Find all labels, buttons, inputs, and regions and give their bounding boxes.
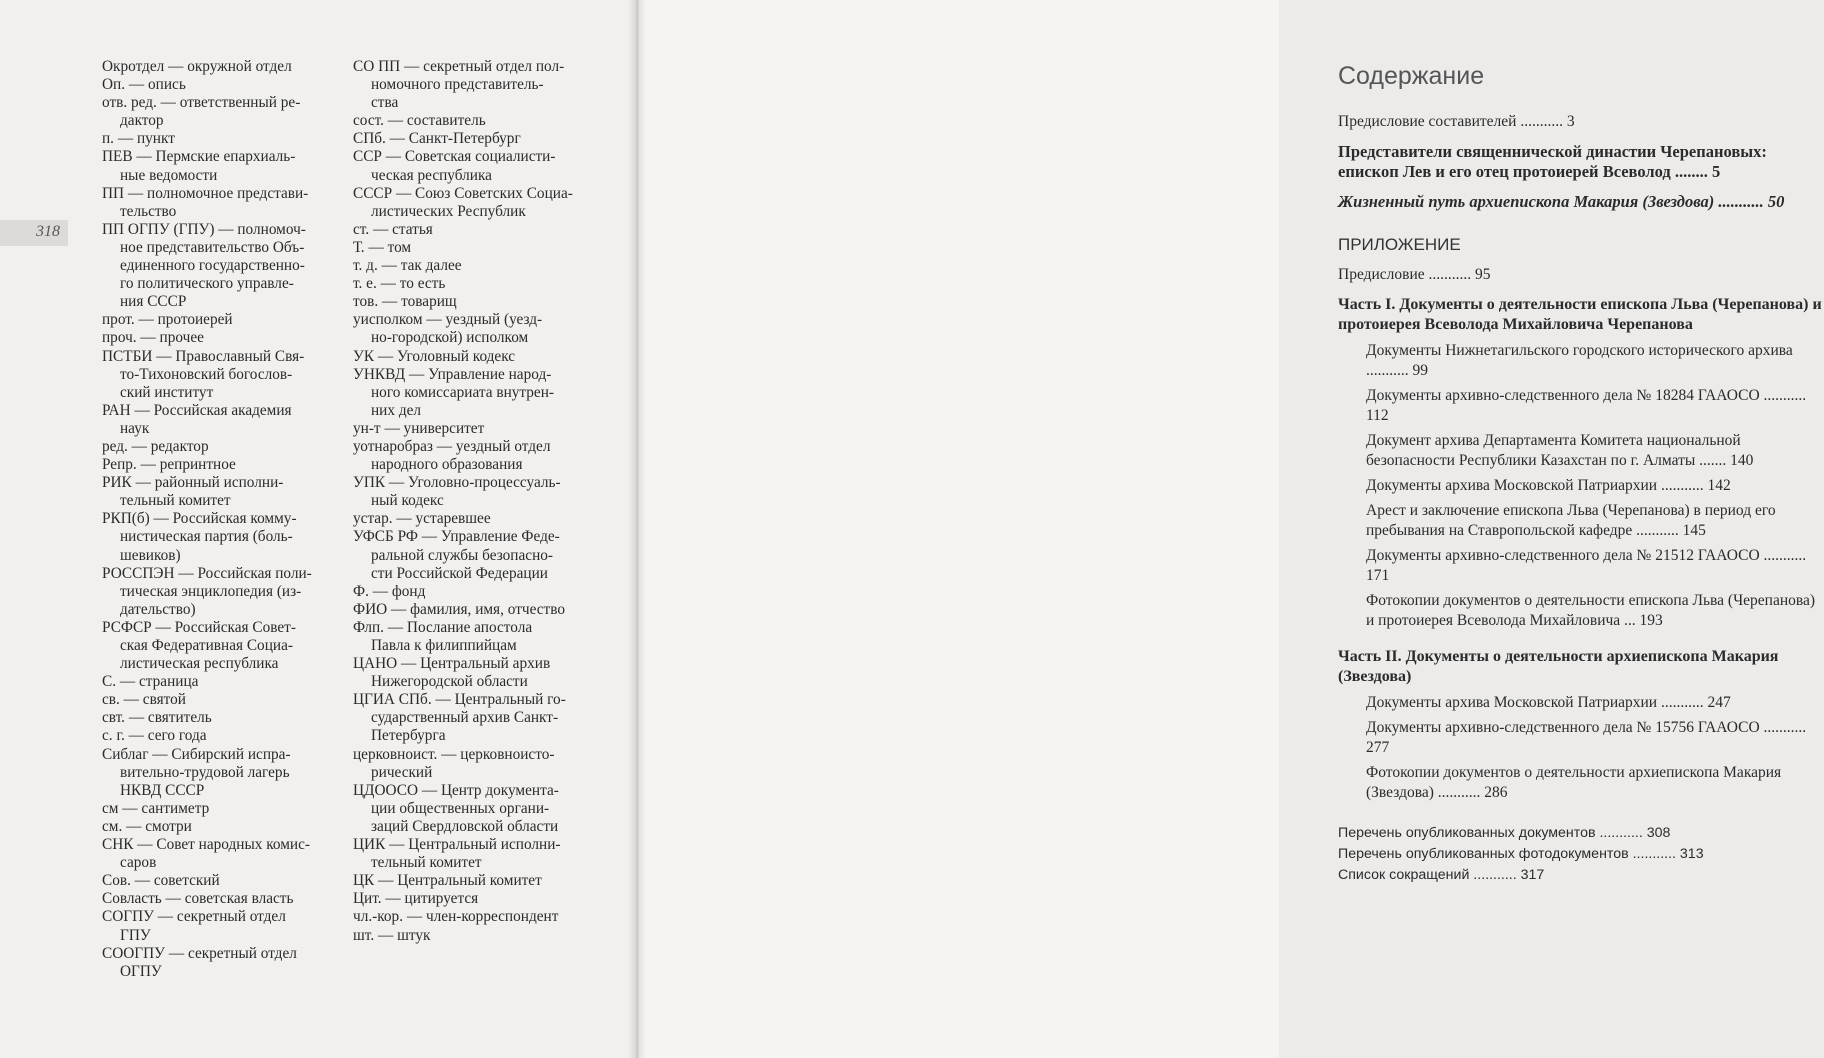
abbreviation-entry [353,112,587,130]
abbreviation-entry [102,148,338,184]
abbreviation-entry [353,782,587,836]
abbreviation-entry [102,945,338,981]
abbreviation-entry [102,185,338,221]
part-1-title: Часть I. Документы о деятельности епископа Льва (Черепанова) и протоиерея Всеволода Михайловича Черепанова [1338,296,1822,333]
abbreviation-entry [102,474,338,510]
abbreviation-continuation: ства [371,94,399,112]
abbreviation-entry [102,76,338,94]
table-of-contents [1338,58,1824,886]
abbreviation-entry [353,691,587,745]
toc-subentry: Арест и заключение епископа Льва (Черепанова) в период его пребывания на Ставропольской кафедре ........... 145 [1366,502,1776,539]
abbreviation-text: СПб. — Санкт-Петербург [353,130,521,148]
abbreviation-entry [102,130,338,148]
abbreviation-text: УПК — Уголовно-процессуаль- [353,474,561,492]
toc-list-entry: Список сокращений ........... 317 [1338,867,1545,883]
abbreviation-text: Т. — том [353,238,412,256]
abbreviation-entry [102,619,338,673]
abbreviation-text: Цит. — цитируется [353,890,479,908]
abbreviation-text: ПЕВ — Пермские епархиаль- [102,148,296,166]
toc-subentry: Документы архивно-следственного дела № 18284 ГААОСО ........... 112 [1366,387,1807,424]
abbreviation-continuation: Павла к филиппийцам [371,637,517,654]
abbreviation-continuation: Нижегородской области [371,673,528,691]
right-page [639,0,1822,1058]
abbreviation-text: ССР — Советская социалисти- [353,148,556,166]
abbreviation-continuation: номочного представитель- [371,76,544,94]
abbreviation-text: УНКВД — Управление народ- [353,365,552,383]
abbreviation-continuation: НКВД СССР [120,781,205,799]
abbreviation-text: см. — смотри [102,817,192,835]
abbreviation-text: свт. — святитель [102,709,212,727]
abbreviation-continuation: Петербурга [371,727,446,745]
document-lists [1338,823,1824,886]
abbreviation-continuation: ное представительство Объ- [120,238,305,256]
abbreviation-entry [353,275,587,293]
abbreviation-text: с. г. — сего года [102,727,207,745]
abbreviation-entry [353,348,587,366]
abbreviation-continuation: заций Свердловской области [371,817,559,835]
abbreviation-continuation: единенного государственно- [120,257,305,275]
abbreviation-continuation: наук [120,419,150,437]
abbreviation-entry [353,908,587,926]
abbreviation-text: церковноист. — церковноисто- [353,745,555,763]
abbreviation-entry [353,619,587,655]
abbreviation-text: РИК — районный исполни- [102,474,284,492]
abbreviation-text: см — сантиметр [102,799,210,817]
abbreviations-column-2 [353,58,587,945]
toc-subentry: Фотокопии документов о деятельности епископа Льва (Черепанова) и протоиерея Всеволода Михайловича ... 193 [1366,592,1816,629]
abbreviation-text: ст. — статья [353,220,433,238]
abbreviation-entry [353,311,587,347]
abbreviation-text: РСФСР — Российская Совет- [102,618,296,636]
abbreviation-text: РОССПЭН — Российская поли- [102,564,312,582]
abbreviation-text: СНК — Совет народных комис- [102,836,310,854]
abbreviation-continuation: дактор [120,112,164,130]
abbreviation-entry [353,746,587,782]
abbreviation-entry [353,510,587,528]
abbreviation-text: отв. ред. — ответственный ре- [102,94,301,112]
abbreviation-text: ПСТБИ — Православный Свя- [102,347,305,365]
abbreviation-text: св. — святой [102,691,186,709]
abbreviation-text: Сов. — советский [102,872,220,890]
part-1-items [1338,341,1824,631]
abbreviation-continuation: ский институт [120,383,214,401]
abbreviation-text: УК — Уголовный кодекс [353,347,516,365]
abbreviation-continuation: ческая республика [371,166,492,184]
abbreviation-entry [353,872,587,890]
abbreviation-text: ПП ОГПУ (ГПУ) — полномоч- [102,220,306,238]
abbreviation-entry [102,800,338,818]
abbreviation-entry [102,836,338,872]
abbreviation-text: п. — пункт [102,130,175,148]
abbreviation-entry [353,836,587,872]
abbreviation-entry [102,746,338,800]
abbreviation-text: Репр. — репринтное [102,456,236,474]
book-gutter [628,0,646,1058]
abbreviation-entry [353,890,587,908]
abbreviation-continuation: них дел [371,401,422,419]
abbreviation-continuation: листическая республика [120,655,279,673]
toc-subentry: Документы архива Московской Патриархии ........... 247 [1366,694,1731,711]
abbreviation-continuation: ГПУ [120,926,151,944]
abbreviation-entry [353,257,587,275]
abbreviation-continuation: тическая энциклопедия (из- [120,582,302,600]
abbreviation-entry [353,927,587,945]
part-2-title: Часть II. Документы о деятельности архиепископа Макария (Звездова) [1338,648,1779,685]
abbreviation-text: Оп. — опись [102,76,186,94]
abbreviation-continuation: саров [120,854,157,872]
abbreviation-entry [102,818,338,836]
abbreviation-text: ред. — редактор [102,437,209,455]
abbreviation-entry [102,329,338,347]
toc-subentry: Документ архива Департамента Комитета национальной безопасности Республики Казахстан по г. Алматы ....... 140 [1366,432,1754,469]
abbreviation-text: прот. — протоиерей [102,311,233,329]
abbreviation-continuation: ОГПУ [120,962,162,980]
abbreviation-entry [102,58,338,76]
abbreviation-continuation: ного комиссариата внутрен- [371,383,554,401]
abbreviation-continuation: дательство) [120,600,196,618]
abbreviation-text: проч. — прочее [102,329,204,347]
abbreviation-continuation: рический [371,763,433,781]
abbreviation-entry [353,583,587,601]
abbreviation-entry [102,510,338,564]
abbreviation-continuation: листических Республик [371,202,526,220]
abbreviation-text: Окротдел — окружной отдел [102,58,292,75]
abbreviation-entry [353,221,587,239]
toc-subentry: Документы архивно-следственного дела № 21512 ГААОСО ........... 171 [1366,547,1807,584]
abbreviation-text: Совласть — советская власть [102,890,294,908]
abbreviation-text: УФСБ РФ — Управление Феде- [353,528,560,546]
abbreviation-text: СССР — Союз Советских Социа- [353,184,573,202]
abbreviation-text: чл.-кор. — член-корреспондент [353,908,559,926]
abbreviation-entry [102,402,338,438]
abbreviation-entry [353,474,587,510]
abbreviation-text: уисполком — уездный (уезд- [353,311,543,329]
abbreviation-continuation: нистическая партия (боль- [120,528,293,546]
abbreviation-continuation: сударственный архив Санкт- [371,709,559,727]
abbreviation-entry [102,727,338,745]
abbreviation-entry [102,673,338,691]
abbreviation-text: т. е. — то есть [353,275,446,293]
abbreviation-text: ЦК — Центральный комитет [353,872,542,890]
abbreviation-text: Флп. — Послание апостола [353,618,533,636]
abbreviation-entry [353,366,587,420]
abbreviation-entry [102,94,338,130]
abbreviation-entry [102,691,338,709]
abbreviation-continuation: ции общественных органи- [371,799,550,817]
abbreviation-text: уотнаробраз — уездный отдел [353,437,551,455]
abbreviation-entry [353,601,587,619]
abbreviation-entry [102,438,338,456]
abbreviation-continuation: но-городской) исполком [371,329,529,347]
abbreviation-entry [102,908,338,944]
toc-subentry: Документы архивно-следственного дела № 15756 ГААОСО ........... 277 [1366,719,1807,756]
toc-subentry: Документы Нижнетагильского городского исторического архива ........... 99 [1366,342,1793,379]
abbreviation-entry [102,565,338,619]
abbreviation-continuation: то-Тихоновский богослов- [120,365,293,383]
abbreviation-continuation: тельный комитет [120,492,231,510]
abbreviation-continuation: тельство [120,202,177,220]
abbreviation-text: СОГПУ — секретный отдел [102,908,286,926]
abbreviation-entry [102,221,338,311]
abbreviation-text: СО ПП — секретный отдел пол- [353,58,565,75]
abbreviation-entry [102,872,338,890]
abbreviation-text: ФИО — фамилия, имя, отчество [353,600,565,618]
toc-list-entry: Перечень опубликованных фотодокументов ........... 313 [1338,846,1704,862]
toc-entry-essay-2: Жизненный путь архиепископа Макария (Звездова) ........... 50 [1338,192,1785,211]
abbreviation-continuation: го политического управле- [120,275,294,293]
abbreviation-entry [102,348,338,402]
toc-entry-preface: Предисловие составителей ........... 3 [1338,113,1575,130]
abbreviation-entry [353,185,587,221]
abbreviation-text: ПП — полномочное представи- [102,184,309,202]
abbreviation-continuation: ния СССР [120,293,187,311]
abbreviation-entry [353,239,587,257]
abbreviation-entry [353,58,587,112]
part-2-items [1338,693,1824,803]
abbreviation-text: С. — страница [102,673,199,691]
toc-subentry: Фотокопии документов о деятельности архиепископа Макария (Звездова) ........... 286 [1366,764,1782,801]
abbreviation-entry [102,311,338,329]
toc-subentry: Документы архива Московской Патриархии ........... 142 [1366,477,1731,494]
abbreviation-text: ЦДООСО — Центр документа- [353,781,559,799]
abbreviation-entry [102,709,338,727]
abbreviation-text: РКП(б) — Российская комму- [102,510,297,528]
abbreviation-entry [353,438,587,474]
abbreviation-text: устар. — устаревшее [353,510,491,528]
abbreviation-text: ЦАНО — Центральный архив [353,655,551,673]
abbreviation-continuation: ральной службы безопасно- [371,546,554,564]
abbreviation-text: Сиблаг — Сибирский испра- [102,745,291,763]
toc-entry-appendix-preface: Предисловие ........... 95 [1338,266,1491,283]
toc-entry-essay-1: Представители священнической династии Черепановых: епископ Лев и его отец протоиерей Всеволод ........ 5 [1338,142,1767,181]
abbreviation-entry [353,148,587,184]
toc-title: Содержание [1338,62,1485,90]
abbreviation-continuation: ный кодекс [371,492,444,510]
toc-list-entry: Перечень опубликованных документов ........... 308 [1338,825,1671,841]
abbreviation-text: ЦИК — Центральный исполни- [353,836,561,854]
abbreviation-text: тов. — товарищ [353,293,457,311]
appendix-heading: ПРИЛОЖЕНИЕ [1338,235,1461,254]
abbreviation-text: Ф. — фонд [353,582,426,600]
abbreviation-entry [353,130,587,148]
abbreviation-text: ЦГИА СПб. — Центральный го- [353,691,566,709]
page-number: 318 [36,223,60,240]
abbreviation-entry [353,528,587,582]
abbreviation-entry [102,890,338,908]
abbreviation-entry [353,293,587,311]
abbreviation-text: т. д. — так далее [353,257,462,275]
abbreviation-continuation: ская Федеративная Социа- [120,637,293,654]
abbreviation-text: РАН — Российская академия [102,401,292,419]
abbreviation-text: ун-т — университет [353,419,485,437]
abbreviation-entry [353,655,587,691]
abbreviation-text: сост. — составитель [353,112,486,130]
abbreviation-entry [353,420,587,438]
abbreviation-text: СООГПУ — секретный отдел [102,944,297,962]
abbreviation-text: шт. — штук [353,926,431,944]
abbreviation-continuation: вительно-трудовой лагерь [120,763,290,781]
abbreviation-continuation: ные ведомости [120,166,218,184]
abbreviation-entry [102,456,338,474]
abbreviation-continuation: сти Российской Федерации [371,564,548,582]
abbreviation-continuation: шевиков) [120,546,181,564]
abbreviation-continuation: тельный комитет [371,854,482,872]
left-page [0,0,636,1058]
abbreviations-column-1 [102,58,338,981]
abbreviation-continuation: народного образования [371,456,523,474]
